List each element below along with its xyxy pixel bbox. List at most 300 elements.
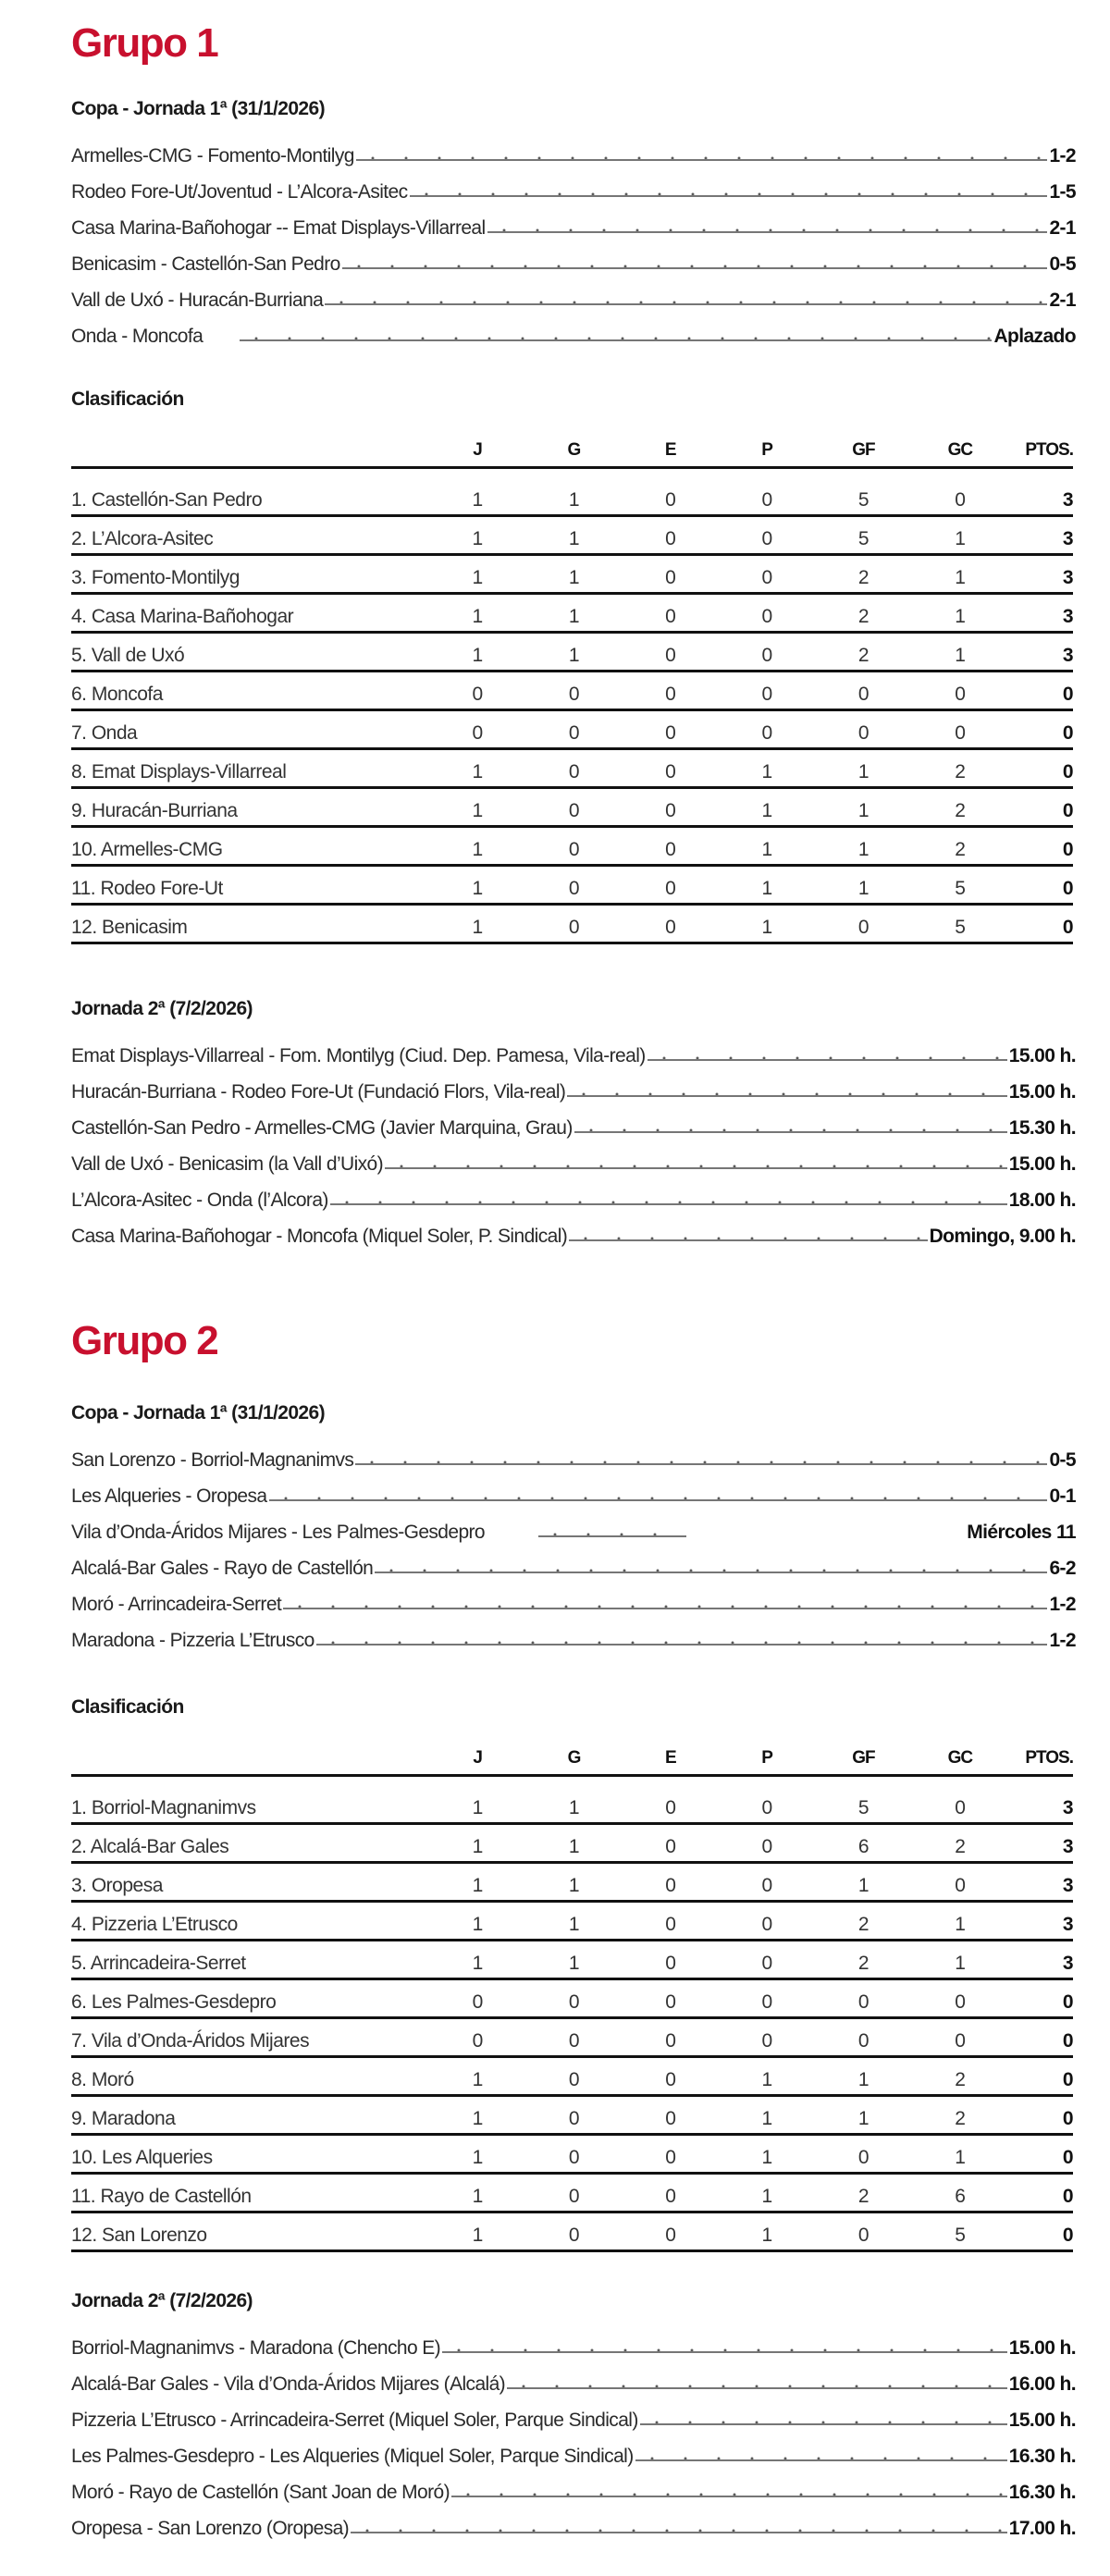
col-goals-against: GC	[912, 424, 1008, 468]
stat-goals-against: 6	[912, 2174, 1008, 2212]
stat-won: 1	[525, 1863, 622, 1902]
stat-played: 1	[429, 1902, 525, 1941]
stat-drawn: 0	[623, 1979, 719, 2018]
stat-points: 0	[1008, 749, 1073, 788]
stat-drawn: 0	[623, 788, 719, 827]
match-score: 2-1	[1049, 217, 1076, 239]
dot-leader	[283, 1600, 1047, 1609]
stat-goals-against: 1	[912, 633, 1008, 672]
standings-heading: Clasificación	[71, 1696, 184, 1718]
stat-drawn: 0	[623, 1902, 719, 1941]
standings-row	[71, 905, 1073, 943]
fixture-name: Pizzeria L’Etrusco - Arrincadeira-Serret (Miquel Soler, Parque Sindical)	[71, 2410, 638, 2431]
stat-goals-for: 1	[815, 827, 911, 866]
stat-played: 1	[429, 2212, 525, 2251]
stat-drawn: 0	[623, 710, 719, 749]
fixture-time: 15.00 h.	[1008, 2410, 1076, 2431]
stat-goals-for: 0	[815, 710, 911, 749]
stat-goals-against: 0	[912, 1979, 1008, 2018]
stat-goals-for: 2	[815, 633, 911, 672]
fixture-name: Oropesa - San Lorenzo (Oropesa)	[71, 2518, 350, 2539]
stat-goals-against: 2	[912, 2096, 1008, 2135]
stat-played: 1	[429, 1776, 525, 1824]
stat-played: 1	[429, 2057, 525, 2096]
stat-lost: 1	[719, 749, 815, 788]
stat-points: 3	[1008, 1902, 1073, 1941]
standings-row	[71, 516, 1073, 555]
stat-played: 1	[429, 594, 525, 633]
stat-lost: 1	[719, 827, 815, 866]
stat-played: 0	[429, 710, 525, 749]
match-score: 2-1	[1049, 290, 1076, 311]
stat-drawn: 0	[623, 555, 719, 594]
fixture-time: 15.00 h.	[1008, 1081, 1076, 1103]
stat-played: 1	[429, 827, 525, 866]
dot-leader	[567, 1088, 1006, 1097]
fixture-row	[71, 2504, 1076, 2540]
stat-goals-for: 2	[815, 1902, 911, 1941]
stat-played: 1	[429, 788, 525, 827]
stat-goals-against: 2	[912, 749, 1008, 788]
stat-goals-for: 0	[815, 2018, 911, 2057]
col-team	[71, 424, 429, 468]
stat-goals-for: 2	[815, 2174, 911, 2212]
stat-goals-against: 5	[912, 866, 1008, 905]
stat-won: 0	[525, 827, 622, 866]
stat-lost: 1	[719, 866, 815, 905]
stat-goals-against: 0	[912, 1863, 1008, 1902]
stat-drawn: 0	[623, 2135, 719, 2174]
standings-row	[71, 2057, 1073, 2096]
stat-won: 1	[525, 594, 622, 633]
stat-won: 0	[525, 710, 622, 749]
dot-leader	[640, 2416, 1007, 2425]
stat-goals-for: 0	[815, 2212, 911, 2251]
dot-leader	[356, 152, 1048, 161]
team-name: 10. Les Alqueries	[71, 2135, 429, 2174]
match-name: Les Alqueries - Oropesa	[71, 1485, 267, 1507]
result-row	[71, 276, 1076, 312]
stat-drawn: 0	[623, 1941, 719, 1979]
stat-points: 0	[1008, 2174, 1073, 2212]
stat-lost: 0	[719, 1863, 815, 1902]
result-row	[71, 131, 1076, 167]
stat-lost: 1	[719, 2174, 815, 2212]
stat-won: 0	[525, 1979, 622, 2018]
stat-played: 1	[429, 1824, 525, 1863]
group-title: Grupo 2	[71, 1318, 218, 1363]
stat-goals-for: 1	[815, 2096, 911, 2135]
result-row	[71, 312, 1076, 348]
fixture-row	[71, 2323, 1076, 2360]
stat-points: 3	[1008, 468, 1073, 516]
standings-row	[71, 2212, 1073, 2251]
fixture-name: Vall de Uxó - Benicasim (la Vall d’Uixó)	[71, 1153, 384, 1175]
standings-row	[71, 827, 1073, 866]
stat-goals-for: 1	[815, 788, 911, 827]
stat-points: 0	[1008, 710, 1073, 749]
stat-played: 1	[429, 866, 525, 905]
stat-goals-for: 0	[815, 905, 911, 943]
stat-drawn: 0	[623, 905, 719, 943]
team-name: 7. Onda	[71, 710, 429, 749]
stat-won: 1	[525, 468, 622, 516]
stat-lost: 1	[719, 2212, 815, 2251]
standings-row	[71, 1979, 1073, 2018]
col-played: J	[429, 424, 525, 468]
stat-played: 0	[429, 672, 525, 710]
standings-header-row	[71, 424, 1073, 468]
stat-won: 0	[525, 2096, 622, 2135]
stat-lost: 0	[719, 1902, 815, 1941]
stat-played: 1	[429, 1863, 525, 1902]
stat-played: 1	[429, 749, 525, 788]
group-2-copa-results	[71, 1400, 1076, 1652]
stat-lost: 0	[719, 672, 815, 710]
dot-leader	[569, 1232, 927, 1241]
dot-leader	[442, 2344, 1007, 2353]
match-score: 6-2	[1049, 1558, 1076, 1579]
stat-played: 1	[429, 555, 525, 594]
col-goals-for: GF	[815, 1732, 911, 1776]
fixture-name: Borriol-Magnanimvs - Maradona (Chencho E)	[71, 2337, 441, 2359]
standings-row	[71, 749, 1073, 788]
standings-row	[71, 2135, 1073, 2174]
dot-leader	[325, 296, 1047, 305]
team-name: 1. Borriol-Magnanimvs	[71, 1776, 429, 1824]
standings-table	[71, 1732, 1073, 2252]
fixture-time: 16.00 h.	[1008, 2373, 1076, 2395]
standings-row	[71, 2018, 1073, 2057]
team-name: 12. San Lorenzo	[71, 2212, 429, 2251]
team-name: 11. Rodeo Fore-Ut	[71, 866, 429, 905]
stat-points: 0	[1008, 2135, 1073, 2174]
stat-goals-for: 5	[815, 516, 911, 555]
stat-lost: 0	[719, 710, 815, 749]
team-name: 11. Rayo de Castellón	[71, 2174, 429, 2212]
match-name: Maradona - Pizzeria L’Etrusco	[71, 1630, 314, 1651]
col-points: PTOS.	[1008, 424, 1073, 468]
fixture-row	[71, 1212, 1076, 1248]
standings-heading: Clasificación	[71, 388, 184, 410]
stat-goals-against: 1	[912, 594, 1008, 633]
stat-lost: 1	[719, 788, 815, 827]
col-drawn: E	[623, 424, 719, 468]
dot-leader	[342, 260, 1048, 269]
stat-played: 1	[429, 2174, 525, 2212]
fixture-name: L’Alcora-Asitec - Onda (l’Alcora)	[71, 1189, 328, 1211]
match-name: Onda - Moncofa	[71, 326, 204, 347]
result-row	[71, 1472, 1076, 1508]
match-score: 0-5	[1049, 1449, 1076, 1471]
stat-drawn: 0	[623, 866, 719, 905]
stat-played: 0	[429, 2018, 525, 2057]
stat-drawn: 0	[623, 2174, 719, 2212]
standings-row	[71, 2174, 1073, 2212]
fixture-time: 16.30 h.	[1008, 2482, 1076, 2503]
result-row	[71, 203, 1076, 240]
stat-goals-for: 1	[815, 2057, 911, 2096]
stat-won: 0	[525, 2057, 622, 2096]
stat-drawn: 0	[623, 749, 719, 788]
team-name: 2. Alcalá-Bar Gales	[71, 1824, 429, 1863]
team-name: 1. Castellón-San Pedro	[71, 468, 429, 516]
team-name: 5. Vall de Uxó	[71, 633, 429, 672]
stat-goals-for: 5	[815, 468, 911, 516]
stat-goals-against: 5	[912, 905, 1008, 943]
fixture-row	[71, 2432, 1076, 2468]
match-name: Rodeo Fore-Ut/Joventud - L’Alcora-Asitec	[71, 181, 408, 203]
stat-won: 1	[525, 1941, 622, 1979]
dot-leader	[451, 2488, 1007, 2497]
fixture-row	[71, 2468, 1076, 2504]
stat-points: 3	[1008, 1824, 1073, 1863]
match-score: 1-5	[1049, 181, 1076, 203]
stat-drawn: 0	[623, 2212, 719, 2251]
copa-heading: Copa - Jornada 1ª (31/1/2026)	[71, 98, 325, 119]
fixture-name: Castellón-San Pedro - Armelles-CMG (Javier Marquina, Grau)	[71, 1117, 573, 1139]
col-lost: P	[719, 1732, 815, 1776]
fixture-row	[71, 1140, 1076, 1176]
stat-won: 1	[525, 1776, 622, 1824]
stat-goals-for: 6	[815, 1824, 911, 1863]
stat-played: 1	[429, 1941, 525, 1979]
stat-points: 3	[1008, 1776, 1073, 1824]
standings-row	[71, 468, 1073, 516]
stat-points: 3	[1008, 516, 1073, 555]
stat-lost: 1	[719, 905, 815, 943]
fixture-time: 15.00 h.	[1008, 1045, 1076, 1066]
stat-drawn: 0	[623, 468, 719, 516]
result-row	[71, 167, 1076, 203]
col-lost: P	[719, 424, 815, 468]
stat-lost: 0	[719, 516, 815, 555]
fixture-row	[71, 2396, 1076, 2432]
stat-goals-against: 1	[912, 2135, 1008, 2174]
fixture-time: Domingo, 9.00 h.	[929, 1226, 1076, 1247]
stat-lost: 0	[719, 594, 815, 633]
team-name: 10. Armelles-CMG	[71, 827, 429, 866]
fixture-row	[71, 1103, 1076, 1140]
result-row	[71, 240, 1076, 276]
stat-played: 1	[429, 516, 525, 555]
col-played: J	[429, 1732, 525, 1776]
dot-leader	[240, 332, 992, 341]
stat-lost: 0	[719, 633, 815, 672]
team-name: 9. Maradona	[71, 2096, 429, 2135]
team-name: 8. Moró	[71, 2057, 429, 2096]
stat-goals-against: 1	[912, 1941, 1008, 1979]
stat-drawn: 0	[623, 827, 719, 866]
stat-drawn: 0	[623, 633, 719, 672]
stat-lost: 0	[719, 1776, 815, 1824]
stat-goals-against: 0	[912, 672, 1008, 710]
stat-played: 1	[429, 905, 525, 943]
col-drawn: E	[623, 1732, 719, 1776]
match-score: 0-5	[1049, 253, 1076, 275]
standings-row	[71, 1824, 1073, 1863]
dot-leader	[410, 188, 1048, 197]
stat-goals-for: 2	[815, 555, 911, 594]
stat-won: 0	[525, 788, 622, 827]
stat-points: 0	[1008, 866, 1073, 905]
stat-drawn: 0	[623, 1776, 719, 1824]
dot-leader	[351, 2524, 1007, 2533]
stat-lost: 0	[719, 555, 815, 594]
stat-goals-for: 2	[815, 1941, 911, 1979]
dot-leader	[635, 2452, 1007, 2461]
result-row	[71, 1544, 1076, 1580]
match-score: 0-1	[1049, 1485, 1076, 1507]
stat-drawn: 0	[623, 516, 719, 555]
standings-row	[71, 2096, 1073, 2135]
stat-played: 1	[429, 468, 525, 516]
stat-drawn: 0	[623, 1824, 719, 1863]
stat-goals-against: 1	[912, 555, 1008, 594]
group-1-standings	[71, 387, 1076, 944]
stat-won: 0	[525, 905, 622, 943]
dot-leader	[574, 1124, 1007, 1133]
match-name: Moró - Arrincadeira-Serret	[71, 1594, 282, 1615]
team-name: 6. Moncofa	[71, 672, 429, 710]
stat-goals-for: 1	[815, 1863, 911, 1902]
standings-row	[71, 1902, 1073, 1941]
stat-lost: 0	[719, 1941, 815, 1979]
stat-goals-for: 0	[815, 672, 911, 710]
stat-won: 0	[525, 2135, 622, 2174]
stat-points: 0	[1008, 2057, 1073, 2096]
team-name: 6. Les Palmes-Gesdepro	[71, 1979, 429, 2018]
stat-goals-against: 2	[912, 788, 1008, 827]
team-name: 12. Benicasim	[71, 905, 429, 943]
standings-row	[71, 672, 1073, 710]
stat-goals-for: 5	[815, 1776, 911, 1824]
stat-drawn: 0	[623, 2018, 719, 2057]
stat-goals-against: 2	[912, 2057, 1008, 2096]
stat-goals-against: 0	[912, 710, 1008, 749]
group-2-standings	[71, 1695, 1076, 2252]
stat-goals-for: 2	[815, 594, 911, 633]
stat-drawn: 0	[623, 2057, 719, 2096]
standings-row	[71, 788, 1073, 827]
stat-played: 1	[429, 633, 525, 672]
stat-lost: 0	[719, 1824, 815, 1863]
match-name: Casa Marina-Bañohogar -- Emat Displays-Villarreal	[71, 217, 486, 239]
stat-points: 0	[1008, 2018, 1073, 2057]
dot-leader	[507, 2380, 1007, 2389]
fixture-time: 15.00 h.	[1008, 1153, 1076, 1175]
stat-points: 0	[1008, 2096, 1073, 2135]
stat-points: 0	[1008, 827, 1073, 866]
col-points: PTOS.	[1008, 1732, 1073, 1776]
result-row	[71, 1580, 1076, 1616]
stat-won: 0	[525, 2174, 622, 2212]
team-name: 2. L’Alcora-Asitec	[71, 516, 429, 555]
match-score: 1-2	[1049, 145, 1076, 166]
fixture-name: Les Palmes-Gesdepro - Les Alqueries (Miquel Soler, Parque Sindical)	[71, 2446, 634, 2467]
stat-played: 1	[429, 2135, 525, 2174]
result-row	[71, 1436, 1076, 1472]
stat-points: 3	[1008, 594, 1073, 633]
standings-row	[71, 1776, 1073, 1824]
standings-row	[71, 594, 1073, 633]
standings-row	[71, 633, 1073, 672]
stat-points: 0	[1008, 1979, 1073, 2018]
standings-row	[71, 1863, 1073, 1902]
fixture-time: 18.00 h.	[1008, 1189, 1076, 1211]
match-name: Benicasim - Castellón-San Pedro	[71, 253, 340, 275]
stat-goals-against: 1	[912, 516, 1008, 555]
stat-goals-against: 0	[912, 468, 1008, 516]
group-1-copa-results	[71, 96, 1076, 348]
stat-won: 1	[525, 1902, 622, 1941]
col-won: G	[525, 424, 622, 468]
team-name: 3. Fomento-Montilyg	[71, 555, 429, 594]
team-name: 5. Arrincadeira-Serret	[71, 1941, 429, 1979]
stat-lost: 0	[719, 1979, 815, 2018]
dot-leader	[487, 224, 1048, 233]
stat-won: 0	[525, 2212, 622, 2251]
stat-lost: 0	[719, 2018, 815, 2057]
fixtures-heading: Jornada 2ª (7/2/2026)	[71, 2290, 253, 2311]
match-name: Vila d’Onda-Áridos Mijares - Les Palmes-Gesdepro	[71, 1522, 486, 1543]
match-name: Armelles-CMG - Fomento-Montilyg	[71, 145, 354, 166]
stat-goals-against: 5	[912, 2212, 1008, 2251]
stat-points: 0	[1008, 905, 1073, 943]
stat-goals-for: 0	[815, 2135, 911, 2174]
stat-points: 0	[1008, 788, 1073, 827]
col-goals-for: GF	[815, 424, 911, 468]
result-row	[71, 1616, 1076, 1652]
group-1-next-fixtures	[71, 996, 1076, 1248]
stat-points: 3	[1008, 555, 1073, 594]
team-name: 9. Huracán-Burriana	[71, 788, 429, 827]
col-goals-against: GC	[912, 1732, 1008, 1776]
standings-row	[71, 555, 1073, 594]
stat-drawn: 0	[623, 594, 719, 633]
group-title: Grupo 1	[71, 20, 218, 66]
fixture-name: Emat Displays-Villarreal - Fom. Montilyg (Ciud. Dep. Pamesa, Vila-real)	[71, 1045, 646, 1066]
result-row	[71, 1508, 1076, 1544]
team-name: 4. Casa Marina-Bañohogar	[71, 594, 429, 633]
stat-goals-for: 0	[815, 1979, 911, 2018]
dot-leader	[330, 1196, 1007, 1205]
stat-played: 0	[429, 1979, 525, 2018]
stat-won: 1	[525, 555, 622, 594]
fixture-time: 17.00 h.	[1008, 2518, 1076, 2539]
group-2-next-fixtures	[71, 2288, 1076, 2540]
dot-leader	[375, 1564, 1047, 1573]
stat-points: 3	[1008, 633, 1073, 672]
stat-won: 0	[525, 2018, 622, 2057]
stat-goals-against: 2	[912, 1824, 1008, 1863]
standings-row	[71, 1941, 1073, 1979]
stat-drawn: 0	[623, 2096, 719, 2135]
match-name: Alcalá-Bar Gales - Rayo de Castellón	[71, 1558, 374, 1579]
stat-drawn: 0	[623, 1863, 719, 1902]
stat-goals-for: 1	[815, 866, 911, 905]
col-won: G	[525, 1732, 622, 1776]
stat-goals-against: 1	[912, 1902, 1008, 1941]
group-1-section	[71, 20, 1076, 67]
standings-header-row	[71, 1732, 1073, 1776]
dot-leader	[355, 1456, 1047, 1465]
stat-won: 1	[525, 1824, 622, 1863]
fixture-row	[71, 2360, 1076, 2396]
team-name: 8. Emat Displays-Villarreal	[71, 749, 429, 788]
fixtures-heading: Jornada 2ª (7/2/2026)	[71, 998, 253, 1019]
stat-won: 0	[525, 749, 622, 788]
